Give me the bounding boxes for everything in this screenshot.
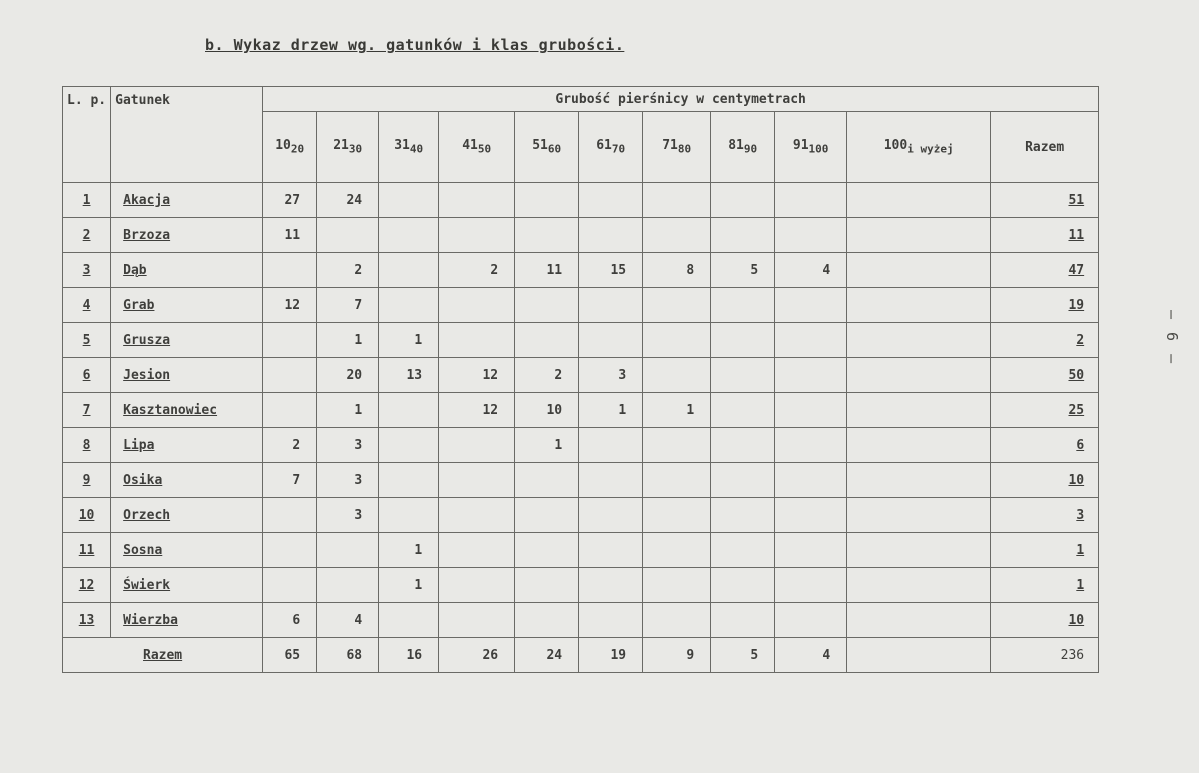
- count-cell: [643, 603, 711, 638]
- count-cell: 1: [379, 323, 439, 358]
- count-cell: [579, 323, 643, 358]
- lp-header: L. p.: [63, 87, 111, 183]
- table-row: [63, 428, 1099, 463]
- count-cell: 12: [439, 393, 515, 428]
- table-row: [63, 358, 1099, 393]
- row-total: 51: [991, 183, 1099, 218]
- count-cell: [775, 428, 847, 463]
- count-cell: 3: [579, 358, 643, 393]
- class-header-9: $100_{i wyżej}$: [847, 112, 991, 183]
- total-header: Razem: [991, 112, 1099, 183]
- count-cell: [711, 498, 775, 533]
- count-cell: [515, 498, 579, 533]
- table-row: [63, 183, 1099, 218]
- species-name: Jesion: [111, 358, 263, 393]
- column-total: 19: [579, 638, 643, 673]
- row-number: 1: [63, 183, 111, 218]
- count-cell: [775, 393, 847, 428]
- count-cell: [643, 498, 711, 533]
- count-cell: [711, 183, 775, 218]
- count-cell: [643, 218, 711, 253]
- count-cell: [579, 183, 643, 218]
- count-cell: [379, 393, 439, 428]
- count-cell: 11: [263, 218, 317, 253]
- column-total: 24: [515, 638, 579, 673]
- count-cell: [711, 463, 775, 498]
- count-cell: 1: [579, 393, 643, 428]
- count-cell: [515, 218, 579, 253]
- table-row: [63, 498, 1099, 533]
- count-cell: [711, 568, 775, 603]
- count-cell: [515, 323, 579, 358]
- count-cell: [579, 498, 643, 533]
- count-cell: 12: [439, 358, 515, 393]
- class-header-7: $81_{90}$: [711, 112, 775, 183]
- count-cell: 2: [317, 253, 379, 288]
- count-cell: 10: [515, 393, 579, 428]
- count-cell: [439, 323, 515, 358]
- count-cell: 8: [643, 253, 711, 288]
- row-number: 6: [63, 358, 111, 393]
- class-header-0: $10_{20}$: [263, 112, 317, 183]
- count-cell: [579, 533, 643, 568]
- count-cell: [775, 568, 847, 603]
- count-cell: [263, 393, 317, 428]
- count-cell: [439, 533, 515, 568]
- count-cell: [263, 323, 317, 358]
- count-cell: 13: [379, 358, 439, 393]
- count-cell: [711, 603, 775, 638]
- count-cell: 4: [317, 603, 379, 638]
- count-cell: [847, 428, 991, 463]
- species-name: Brzoza: [111, 218, 263, 253]
- row-number: 3: [63, 253, 111, 288]
- count-cell: [379, 218, 439, 253]
- species-name: Dąb: [111, 253, 263, 288]
- row-total: 1: [991, 568, 1099, 603]
- count-cell: [711, 358, 775, 393]
- count-cell: [515, 183, 579, 218]
- count-cell: [579, 218, 643, 253]
- count-cell: [643, 358, 711, 393]
- table-row: [63, 533, 1099, 568]
- row-number: 9: [63, 463, 111, 498]
- count-cell: [847, 253, 991, 288]
- table-row: [63, 218, 1099, 253]
- count-cell: [379, 253, 439, 288]
- row-number: 8: [63, 428, 111, 463]
- count-cell: [775, 603, 847, 638]
- species-name: Świerk: [111, 568, 263, 603]
- species-name: Kasztanowiec: [111, 393, 263, 428]
- count-cell: [263, 498, 317, 533]
- count-cell: [775, 218, 847, 253]
- species-name: Grusza: [111, 323, 263, 358]
- count-cell: [711, 533, 775, 568]
- count-cell: [847, 358, 991, 393]
- count-cell: 7: [317, 288, 379, 323]
- class-header-1: $21_{30}$: [317, 112, 379, 183]
- row-number: 13: [63, 603, 111, 638]
- count-cell: [847, 288, 991, 323]
- count-cell: [515, 288, 579, 323]
- table-row: [63, 568, 1099, 603]
- count-cell: [379, 463, 439, 498]
- count-cell: [317, 218, 379, 253]
- count-cell: [439, 498, 515, 533]
- count-cell: [847, 463, 991, 498]
- count-cell: [439, 568, 515, 603]
- column-total: 65: [263, 638, 317, 673]
- count-cell: 27: [263, 183, 317, 218]
- column-total: 9: [643, 638, 711, 673]
- class-header-8: $91_{100}$: [775, 112, 847, 183]
- page-number: — 6 —: [1163, 310, 1181, 366]
- totals-row: [63, 638, 1099, 673]
- count-cell: 1: [317, 323, 379, 358]
- count-cell: [643, 428, 711, 463]
- count-cell: [847, 498, 991, 533]
- row-total: 6: [991, 428, 1099, 463]
- count-cell: [643, 323, 711, 358]
- species-name: Lipa: [111, 428, 263, 463]
- class-header-5: $61_{70}$: [579, 112, 643, 183]
- table-row: [63, 603, 1099, 638]
- row-number: 7: [63, 393, 111, 428]
- column-total: [847, 638, 991, 673]
- count-cell: 20: [317, 358, 379, 393]
- count-cell: 1: [643, 393, 711, 428]
- count-cell: [775, 533, 847, 568]
- row-number: 12: [63, 568, 111, 603]
- class-header-4: $51_{60}$: [515, 112, 579, 183]
- count-cell: 3: [317, 463, 379, 498]
- count-cell: [643, 183, 711, 218]
- count-cell: 24: [317, 183, 379, 218]
- count-cell: [439, 603, 515, 638]
- count-cell: [515, 603, 579, 638]
- count-cell: 12: [263, 288, 317, 323]
- column-total: 4: [775, 638, 847, 673]
- count-cell: [847, 183, 991, 218]
- count-cell: 3: [317, 498, 379, 533]
- count-cell: [579, 428, 643, 463]
- column-total: 26: [439, 638, 515, 673]
- count-cell: [515, 533, 579, 568]
- count-cell: [847, 533, 991, 568]
- count-cell: [643, 533, 711, 568]
- count-cell: [711, 288, 775, 323]
- count-cell: [643, 288, 711, 323]
- count-cell: [263, 533, 317, 568]
- count-cell: [579, 288, 643, 323]
- count-cell: [775, 288, 847, 323]
- row-number: 10: [63, 498, 111, 533]
- count-cell: 1: [515, 428, 579, 463]
- count-cell: 15: [579, 253, 643, 288]
- count-cell: [379, 498, 439, 533]
- totals-label: Razem: [63, 638, 263, 673]
- count-cell: [775, 463, 847, 498]
- count-cell: [439, 463, 515, 498]
- count-cell: 5: [711, 253, 775, 288]
- row-total: 47: [991, 253, 1099, 288]
- count-cell: [439, 218, 515, 253]
- count-cell: 6: [263, 603, 317, 638]
- species-name: Sosna: [111, 533, 263, 568]
- row-total: 10: [991, 603, 1099, 638]
- count-cell: [643, 463, 711, 498]
- count-cell: [379, 603, 439, 638]
- row-total: 25: [991, 393, 1099, 428]
- count-cell: [263, 568, 317, 603]
- count-cell: [711, 323, 775, 358]
- count-cell: 2: [263, 428, 317, 463]
- count-cell: 1: [379, 568, 439, 603]
- table-row: [63, 393, 1099, 428]
- count-cell: [263, 358, 317, 393]
- table-row: [63, 323, 1099, 358]
- count-cell: 2: [439, 253, 515, 288]
- count-cell: [317, 568, 379, 603]
- count-cell: 1: [379, 533, 439, 568]
- count-cell: [775, 358, 847, 393]
- row-number: 4: [63, 288, 111, 323]
- table-row: [63, 253, 1099, 288]
- row-total: 1: [991, 533, 1099, 568]
- count-cell: [711, 428, 775, 463]
- count-cell: [711, 218, 775, 253]
- row-total: 19: [991, 288, 1099, 323]
- species-name: Grab: [111, 288, 263, 323]
- grand-total: 236: [991, 638, 1099, 673]
- class-header-2: $31_{40}$: [379, 112, 439, 183]
- species-name: Akacja: [111, 183, 263, 218]
- count-cell: [775, 323, 847, 358]
- count-cell: [263, 253, 317, 288]
- count-cell: [579, 463, 643, 498]
- table-row: [63, 463, 1099, 498]
- count-cell: [379, 288, 439, 323]
- count-cell: [775, 498, 847, 533]
- count-cell: 2: [515, 358, 579, 393]
- count-cell: [317, 533, 379, 568]
- count-cell: [847, 603, 991, 638]
- species-name: Orzech: [111, 498, 263, 533]
- row-number: 2: [63, 218, 111, 253]
- count-cell: 3: [317, 428, 379, 463]
- column-total: 5: [711, 638, 775, 673]
- page-title: b. Wykaz drzew wg. gatunków i klas grubości.: [205, 36, 625, 54]
- count-cell: [847, 568, 991, 603]
- count-cell: [847, 393, 991, 428]
- count-cell: [439, 288, 515, 323]
- table-row: [63, 288, 1099, 323]
- count-cell: [515, 568, 579, 603]
- count-cell: 11: [515, 253, 579, 288]
- row-number: 11: [63, 533, 111, 568]
- count-cell: [711, 393, 775, 428]
- count-cell: [379, 183, 439, 218]
- tree-diameter-table: [62, 86, 1099, 673]
- row-number: 5: [63, 323, 111, 358]
- count-cell: 7: [263, 463, 317, 498]
- count-cell: [379, 428, 439, 463]
- count-cell: [847, 218, 991, 253]
- column-total: 16: [379, 638, 439, 673]
- count-cell: [847, 323, 991, 358]
- column-total: 68: [317, 638, 379, 673]
- row-total: 2: [991, 323, 1099, 358]
- class-header-3: $41_{50}$: [439, 112, 515, 183]
- row-total: 10: [991, 463, 1099, 498]
- count-cell: [515, 463, 579, 498]
- species-name: Wierzba: [111, 603, 263, 638]
- count-cell: [439, 183, 515, 218]
- count-cell: [579, 568, 643, 603]
- count-cell: [439, 428, 515, 463]
- count-cell: [579, 603, 643, 638]
- class-header-6: $71_{80}$: [643, 112, 711, 183]
- count-cell: 4: [775, 253, 847, 288]
- row-total: 3: [991, 498, 1099, 533]
- count-cell: 1: [317, 393, 379, 428]
- count-cell: [643, 568, 711, 603]
- row-total: 50: [991, 358, 1099, 393]
- count-cell: [775, 183, 847, 218]
- row-total: 11: [991, 218, 1099, 253]
- species-name: Osika: [111, 463, 263, 498]
- species-header: Gatunek: [111, 87, 263, 183]
- diameter-group-header: Grubość pierśnicy w centymetrach: [263, 87, 1099, 112]
